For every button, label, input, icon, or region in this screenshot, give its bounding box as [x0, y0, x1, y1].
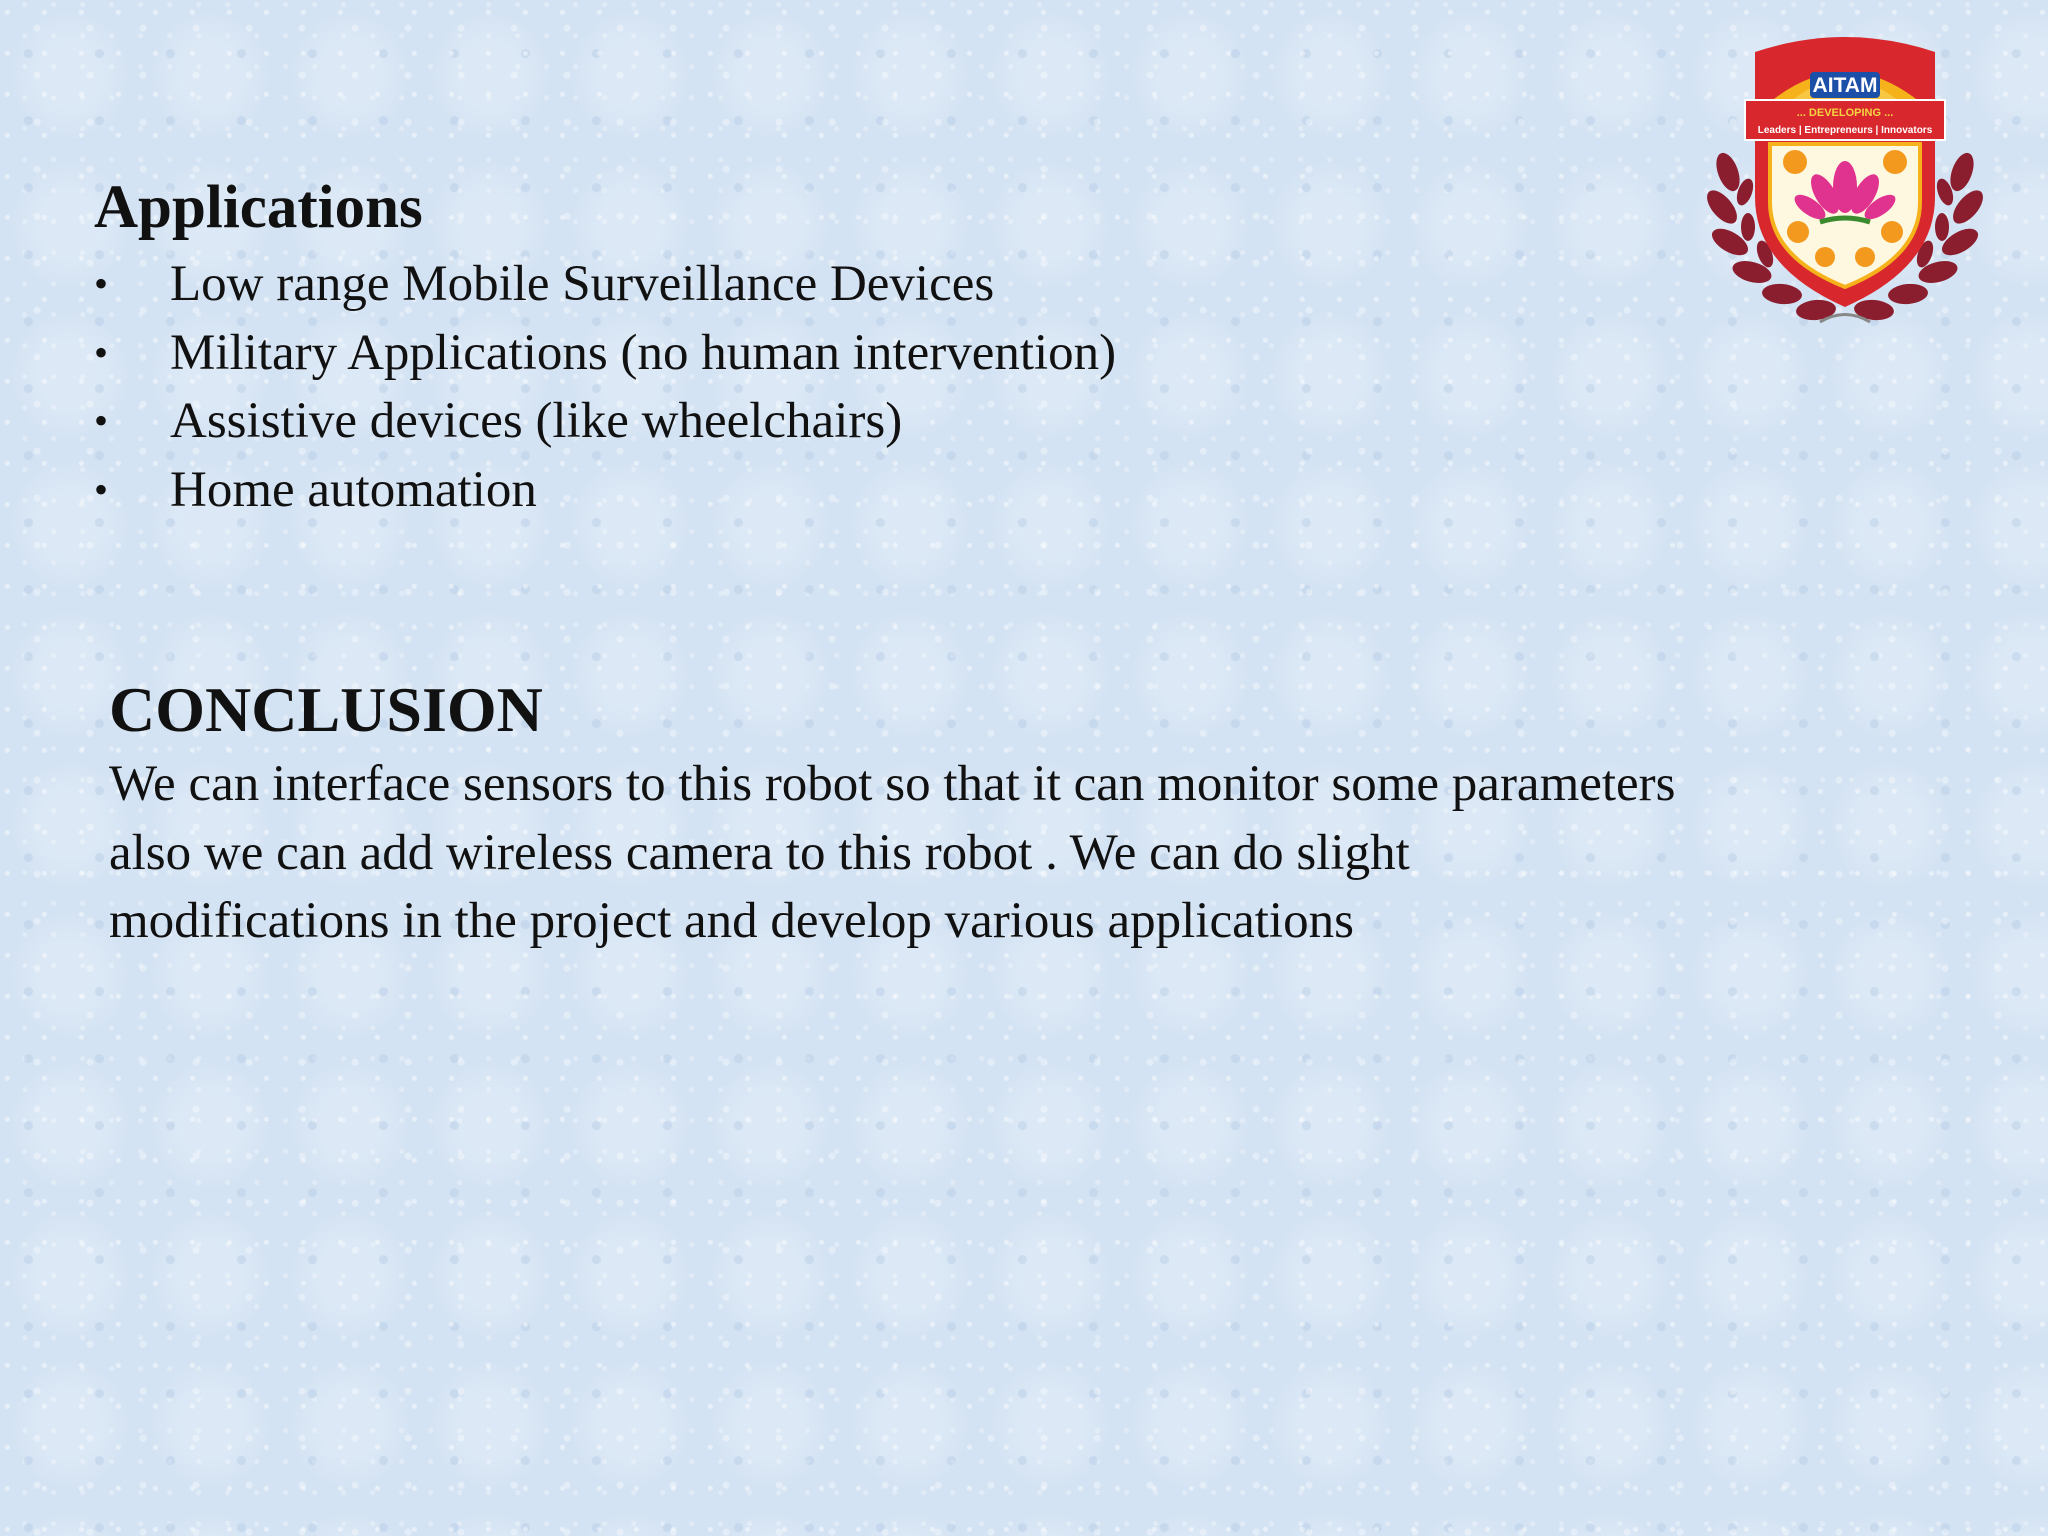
conclusion-line: We can interface sensors to this robot so that it can monitor some parameters	[109, 756, 1676, 812]
applications-list	[94, 250, 1116, 524]
conclusion-line: also we can add wireless camera to this robot . We can do slight	[109, 824, 1410, 881]
logo-tagline: ... DEVELOPING ...	[1796, 107, 1894, 119]
bullet-icon: •	[94, 398, 109, 443]
list-item-text: Home automation	[170, 461, 537, 518]
list-item	[94, 319, 1116, 388]
list-item-text: Low range Mobile Surveillance Devices	[170, 256, 995, 312]
bullet-icon: •	[94, 261, 109, 306]
bullet-icon: •	[94, 329, 109, 375]
emblem-icon	[1883, 150, 1907, 174]
logo-motto: Leaders | Entrepreneurs | Innovators	[1757, 125, 1933, 136]
emblem-icon	[1855, 247, 1875, 267]
list-item	[94, 250, 1116, 319]
emblem-icon	[1815, 247, 1835, 267]
emblem-icon	[1783, 150, 1807, 174]
bullet-icon: •	[94, 466, 109, 512]
list-item-text: Assistive devices (like wheelchairs)	[170, 393, 903, 449]
conclusion-paragraph	[109, 750, 1919, 956]
list-item-text: Military Applications (no human intervention)	[170, 324, 1117, 381]
emblem-icon	[1787, 221, 1809, 243]
emblem-icon	[1881, 221, 1903, 243]
list-item	[94, 387, 1116, 456]
logo-name: AITAM	[1812, 74, 1878, 97]
aitam-logo	[1700, 22, 1990, 337]
conclusion-line: modifications in the project and develop various applications	[109, 893, 1354, 949]
conclusion-heading: CONCLUSION	[109, 674, 543, 745]
list-item	[94, 456, 1116, 525]
applications-heading: Applications	[94, 174, 423, 241]
